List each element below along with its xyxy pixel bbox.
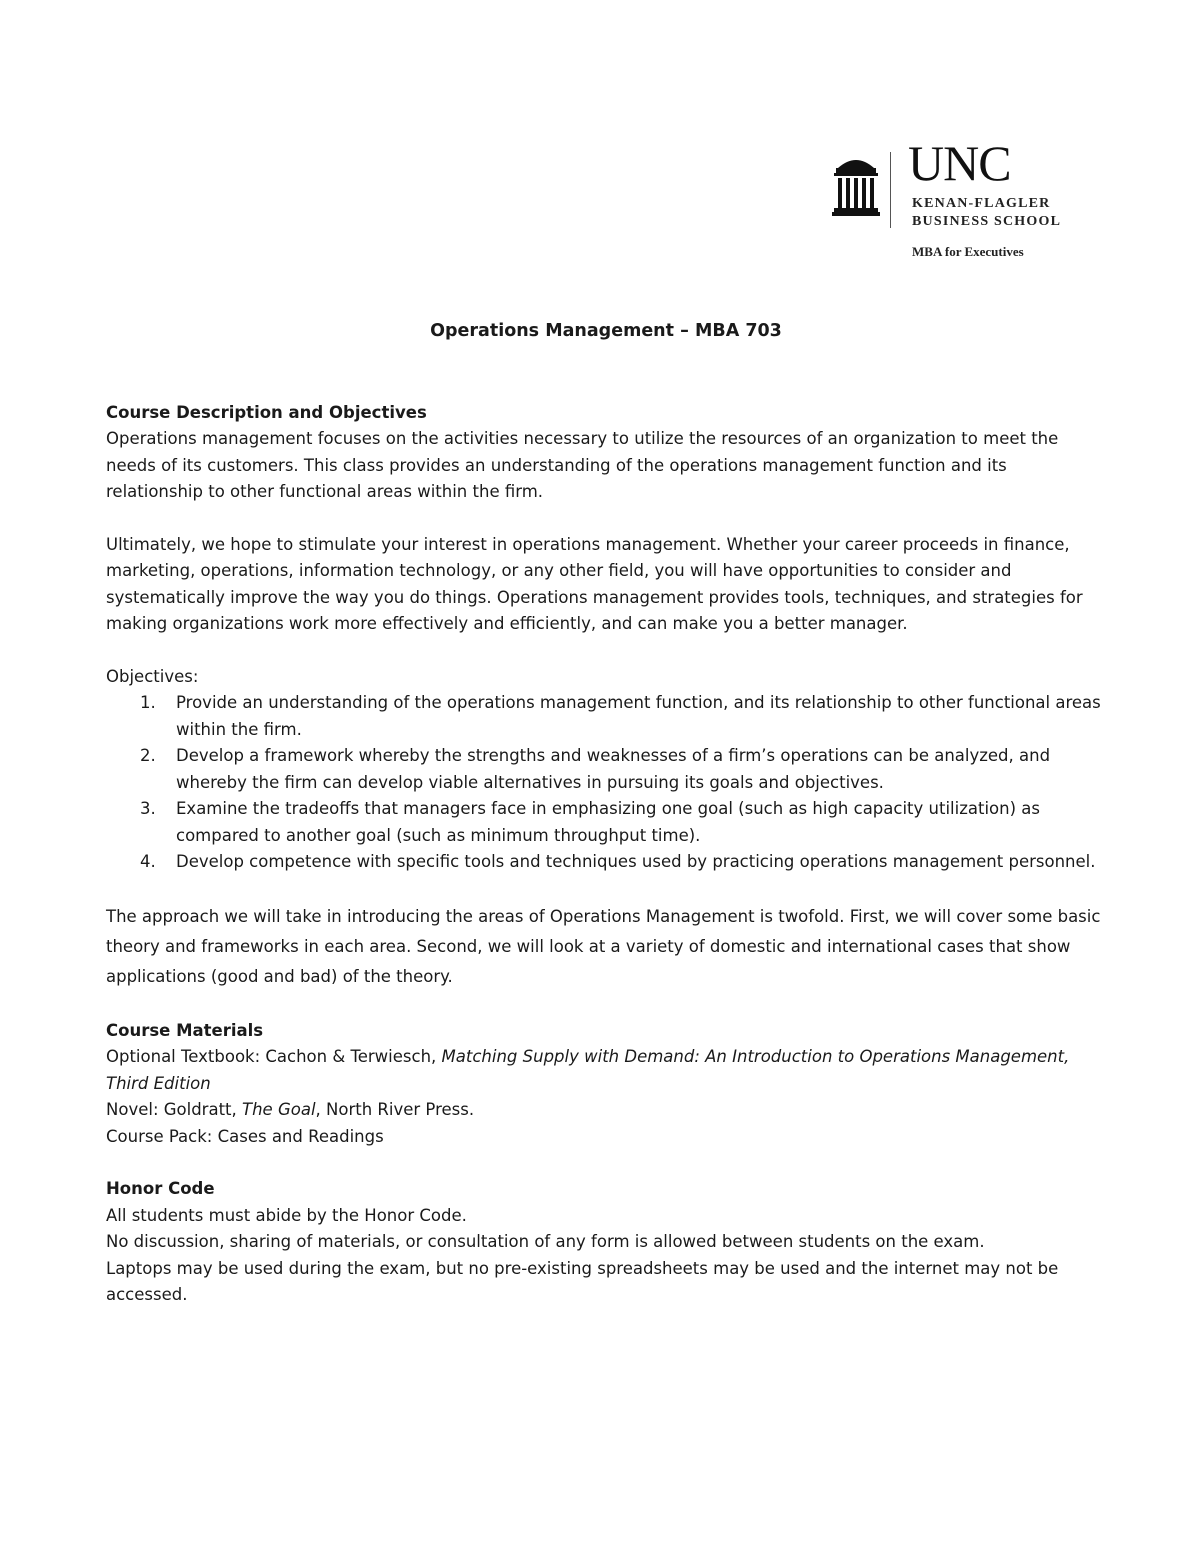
old-well-icon <box>832 154 880 218</box>
objectives-list <box>106 690 1106 876</box>
novel-title: The Goal <box>242 1100 316 1119</box>
document-body <box>106 318 1106 1309</box>
logo-wordmark: UNC <box>908 135 1011 191</box>
objective-number: 1. <box>140 693 156 712</box>
honor-code-line: All students must abide by the Honor Code. <box>106 1205 467 1225</box>
objective-item <box>106 690 1106 743</box>
objective-number: 2. <box>140 746 156 765</box>
objective-text: Develop competence with specific tools and techniques used by practicing operations management personnel. <box>176 852 1096 871</box>
unc-kenan-flagler-logo <box>832 135 1102 265</box>
logo-line-business-school: BUSINESS SCHOOL <box>912 214 1062 229</box>
course-goal-paragraph: Ultimately, we hope to stimulate your interest in operations management. Whether your career proceeds in finance, marketing, operations, information technology, or any other field, you will have opportunities to consider and systematically improve the way you do things. Operations management provides tools, techniques, and strategies for making organizations work more effectively and efficiently, and can make you a better manager. <box>106 534 1083 633</box>
course-materials-heading: Course Materials <box>106 1020 264 1040</box>
logo-divider <box>890 152 891 228</box>
objective-number: 3. <box>140 799 156 818</box>
honor-code-line: No discussion, sharing of materials, or consultation of any form is allowed between students on the exam. <box>106 1232 985 1251</box>
novel-prefix: Novel: Goldratt, <box>106 1100 243 1119</box>
textbook-title: Matching Supply with Demand: An Introduction to Operations Management, Third Edition <box>106 1047 1070 1093</box>
logo-line-kenan-flagler: KENAN-FLAGLER <box>912 196 1051 211</box>
objectives-label: Objectives: <box>106 666 199 686</box>
objective-text: Provide an understanding of the operations management function, and its relationship to other functional areas within the firm. <box>176 693 1101 739</box>
objective-text: Examine the tradeoffs that managers face in emphasizing one goal (such as high capacity utilization) as compared to another goal (such as minimum throughput time). <box>176 799 1040 845</box>
course-description-heading: Course Description and Objectives <box>106 402 427 422</box>
course-pack-line: Course Pack: Cases and Readings <box>106 1126 384 1146</box>
honor-code-line: Laptops may be used during the exam, but no pre-existing spreadsheets may be used and the internet may not be accessed. <box>106 1258 1059 1304</box>
textbook-prefix: Optional Textbook: Cachon & Terwiesch, <box>106 1047 442 1066</box>
logo-subtitle: MBA for Executives <box>912 244 1024 259</box>
objective-text: Develop a framework whereby the strengths and weaknesses of a firm’s operations can be analyzed, and whereby the firm can develop viable alternatives in pursuing its goals and objectives. <box>176 746 1051 792</box>
novel-line <box>106 1097 1106 1124</box>
novel-suffix: , North River Press. <box>315 1100 475 1119</box>
objective-number: 4. <box>140 852 156 871</box>
page-title: Operations Management – MBA 703 <box>430 321 782 341</box>
honor-code-heading: Honor Code <box>106 1179 215 1198</box>
textbook-line <box>106 1044 1106 1097</box>
course-description-paragraph: Operations management focuses on the activities necessary to utilize the resources of an organization to meet the needs of its customers. This class provides an understanding of the operations management function and its relationship to other functional areas within the firm. <box>106 429 1059 501</box>
approach-paragraph: The approach we will take in introducing the areas of Operations Management is twofold. First, we will cover some basic theory and frameworks in each area. Second, we will look at a variety of domestic and international cases that show applications (good and bad) of the theory. <box>106 906 1101 986</box>
objective-item <box>106 849 1106 876</box>
objective-item <box>106 796 1106 849</box>
objective-item <box>106 743 1106 796</box>
